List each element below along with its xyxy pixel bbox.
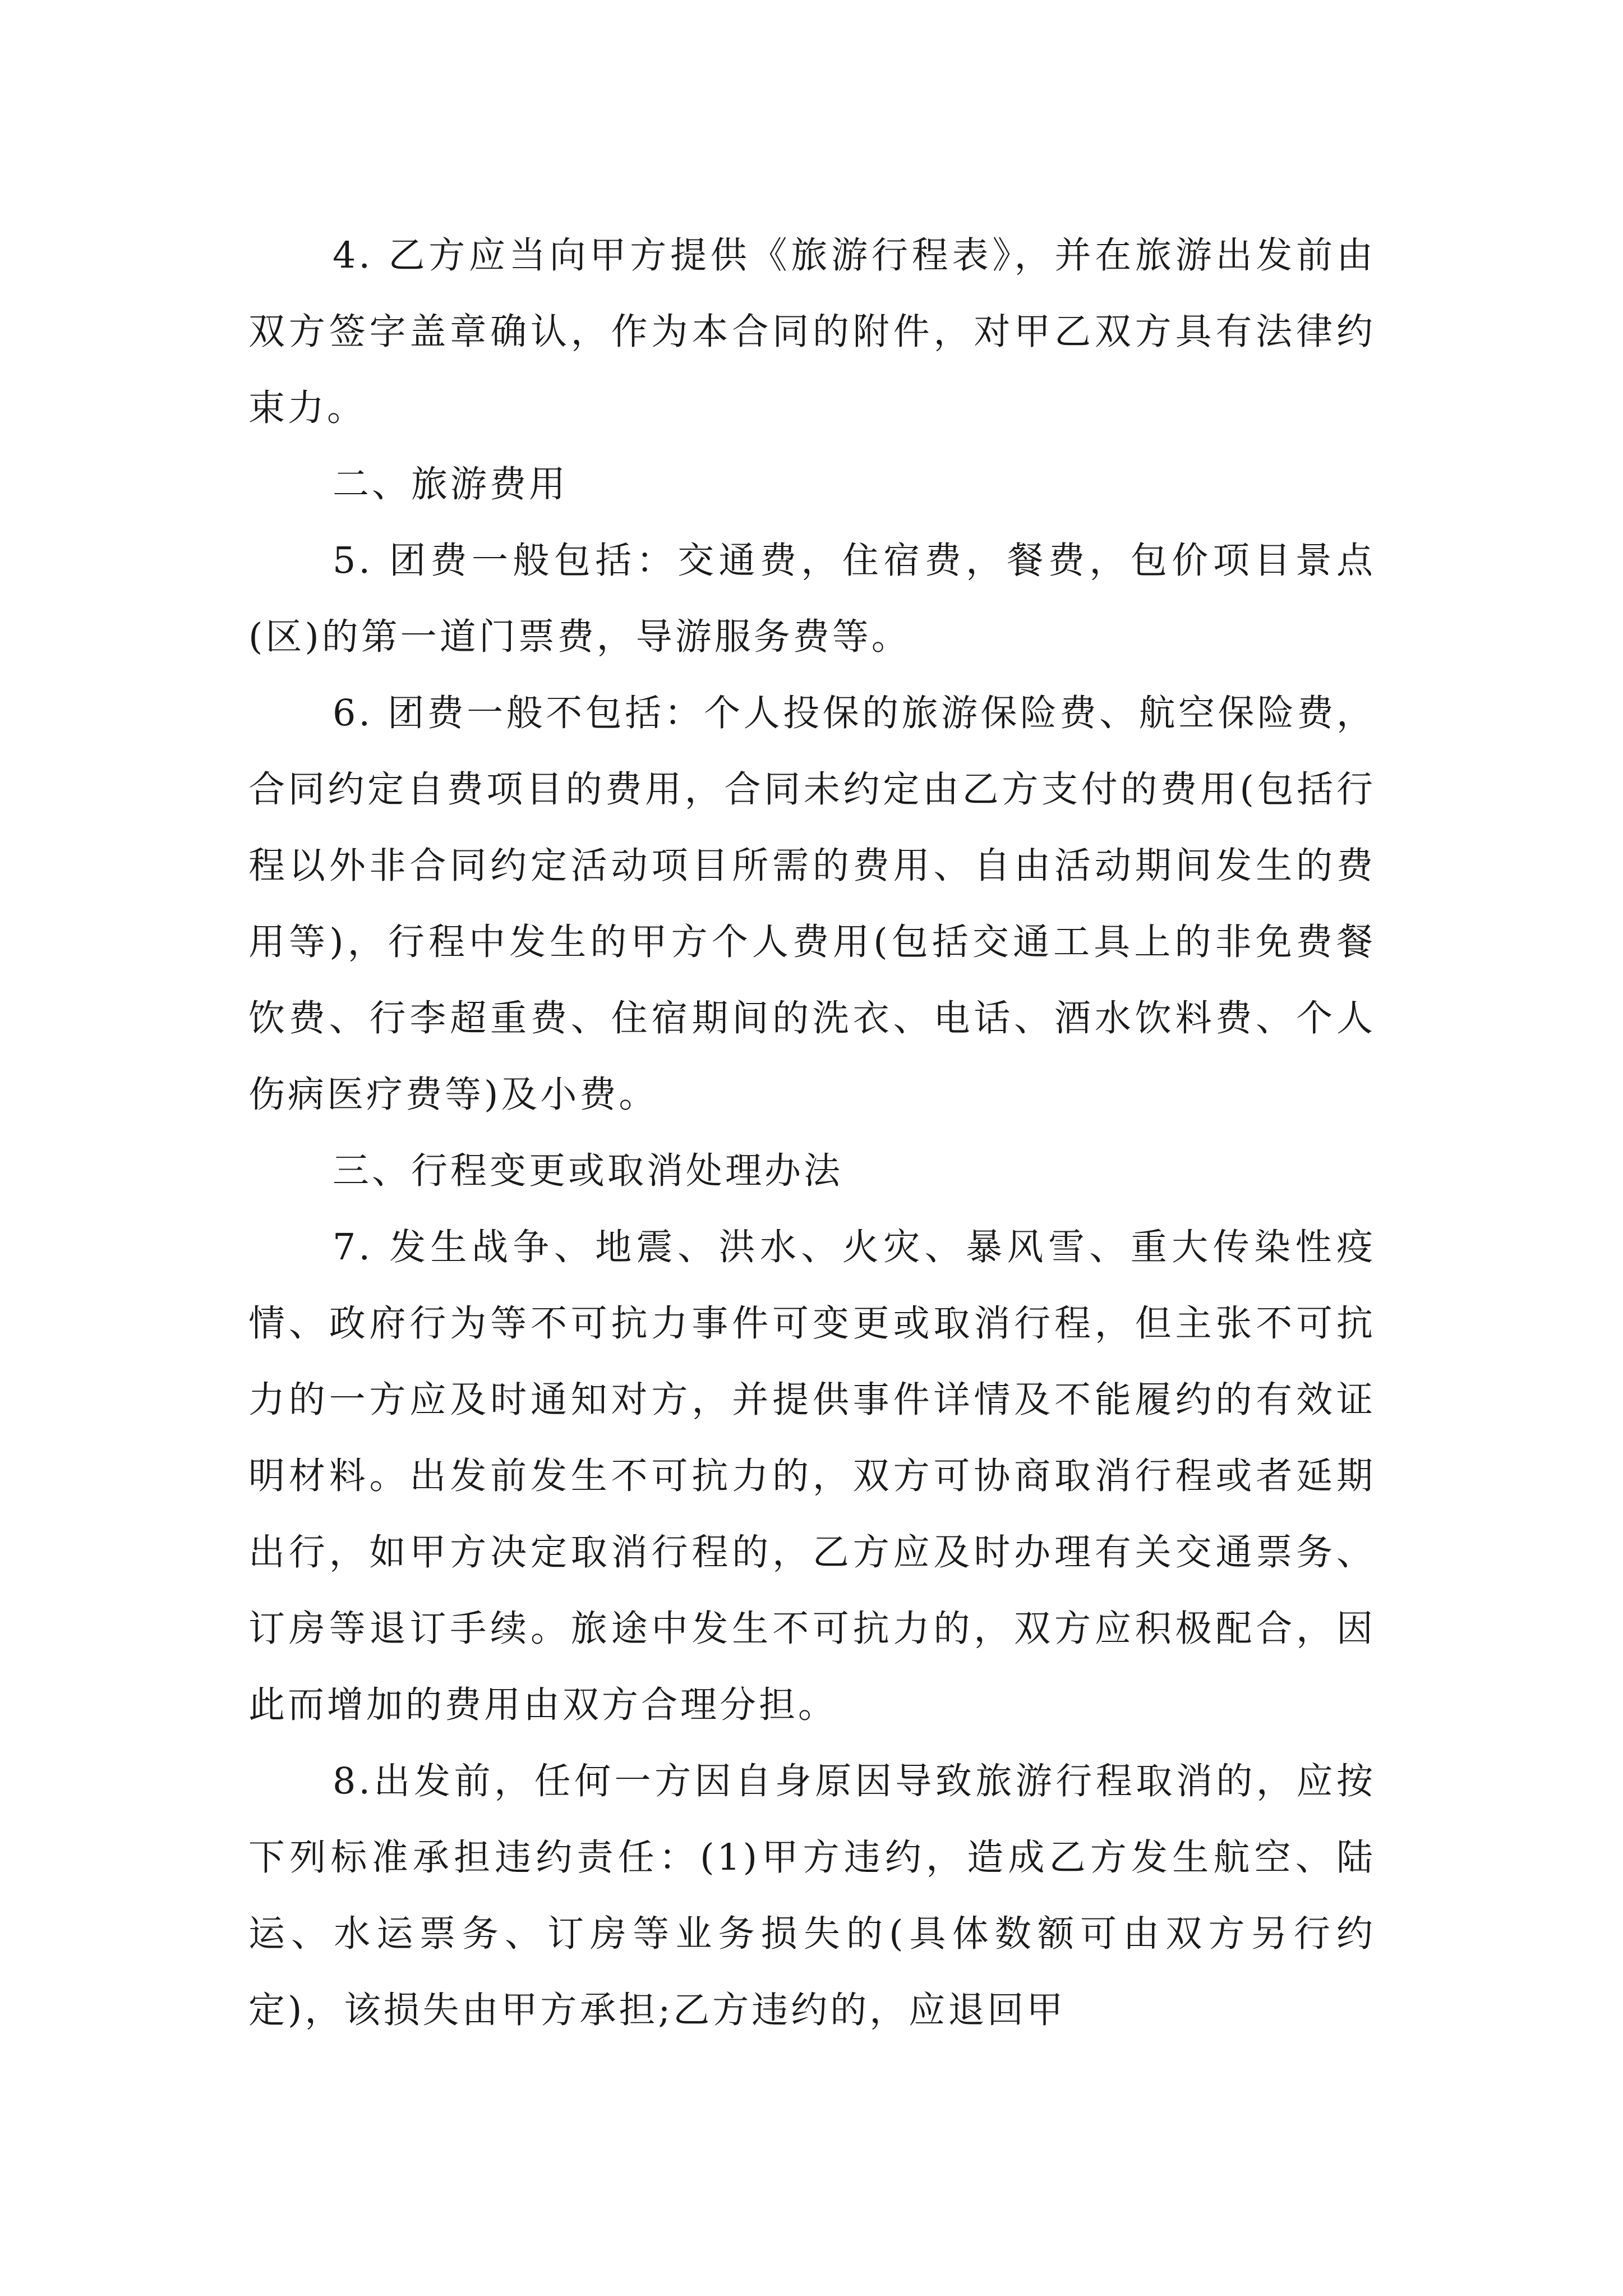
clause-7-paragraph: 7. 发生战争、地震、洪水、火灾、暴风雪、重大传染性疫情、政府行为等不可抗力事件可变更或取消行程，但主张不可抗力的一方应及时通知对方，并提供事件详情及不能履约的有效证明材料。出发前发生不可抗力的，双方可协商取消行程或者延期出行，如甲方决定取消行程的，乙方应及时办理有关交通票务、订房等退订手续。旅途中发生不可抗力的，双方应积极配合，因此而增加的费用由双方合理分担。 [248, 1226, 1376, 1726]
clause-4-paragraph: 4. 乙方应当向甲方提供《旅游行程表》，并在旅游出发前由双方签字盖章确认，作为本合同的附件，对甲乙双方具有法律约束力。 [248, 234, 1376, 429]
section-heading-travel-fees: 二、旅游费用 [333, 463, 569, 505]
clause-5-paragraph: 5. 团费一般包括：交通费，住宿费，餐费，包价项目景点(区)的第一道门票费，导游服务费等。 [248, 540, 1376, 658]
clause-6-paragraph: 6. 团费一般不包括：个人投保的旅游保险费、航空保险费，合同约定自费项目的费用，合同未约定由乙方支付的费用(包括行程以外非合同约定活动项目所需的费用、自由活动期间发生的费用等)，行程中发生的甲方个人费用(包括交通工具上的非免费餐饮费、行李超重费、住宿期间的洗衣、电话、酒水饮料费、个人伤病医疗费等)及小费。 [248, 692, 1376, 1116]
section-heading-itinerary-change: 三、行程变更或取消处理办法 [333, 1150, 843, 1192]
document-body [248, 218, 1376, 2049]
clause-8-paragraph: 8.出发前，任何一方因自身原因导致旅游行程取消的，应按下列标准承担违约责任：(1)甲方违约，造成乙方发生航空、陆运、水运票务、订房等业务损失的(具体数额可由双方另行约定)，该损失由甲方承担;乙方违约的，应退回甲 [248, 1760, 1376, 2031]
